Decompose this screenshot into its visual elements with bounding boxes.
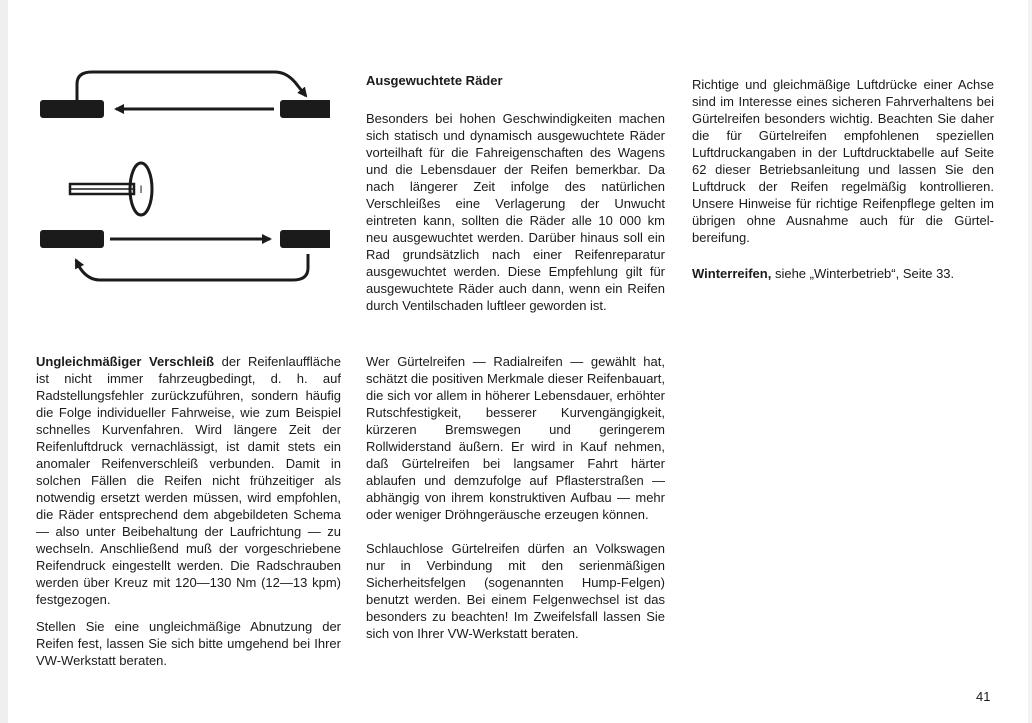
radial-tires-section — [366, 353, 665, 652]
front-left-tire-icon — [40, 100, 104, 118]
tire-pressure-paragraph: Richtige und gleichmäßige Luftdrücke einer Achse sind im Interesse eines sicheren Fahrverhaltens bei Gürtelreifen besonders wichtig. Beachten Sie daher die für Gürtelreifen empfohlenen speziellen Luftdruckangaben in der Luftdrucktabelle auf Seite 62 dieser Betriebsanleitung und lassen Sie den Luftdruck der Reifen regelmäßig kontrollieren. Unsere Hinweise für richtige Reifenpflege gelten im übrigen ohne Ausnahme auch für die Gürtelbereifung. — [692, 77, 994, 245]
balanced-wheels-paragraph: Besonders bei hohen Geschwindigkeiten machen sich statisch und dynamisch ausgewuchtete Räder vorteilhaft für die Fahreigenschaften des Wagens und die Lebensdauer der Reifen bemerkbar. Da nach längerer Zeit infolge des natürlichen Verschleißes eine Verlagerung der Unwucht eintreten kann, sollten die Räder alle 10 000 km neu ausgewuchtet werden. Darüber hinaus soll ein Rad grundsätzlich nach einer Reifenreparatur ausgewuchtet werden. Diese Empfehlung gilt für ausgewuchtete Räder auch dann, wenn ein Reifen durch Ventilschaden luftleer geworden ist. — [366, 111, 665, 313]
uneven-wear-paragraph — [36, 353, 341, 608]
winter-tires-note — [692, 265, 994, 282]
rear-left-tire-icon — [40, 230, 104, 248]
uneven-wear-text: der Reifenlauffläche ist nicht immer fahrzeugbedingt, d. h. auf Radstellungsfehler zurückzuführen, sondern häufig die Folge individueller Fahrweise, wie zum Beispiel schnelles Kurvenfahren. Wird längere Zeit der Reifenluftdruck vernachlässigt, ist damit stets ein anomaler Reifenverschleiß verbunden. Damit in solchen Fällen die Reifen nicht frühzeitiger als notwendig ersetzt werden müssen, wird empfohlen, die Räder entsprechend dem abgebildeten Schema — also unter Beibehaltung der Laufrichtung — zu wechseln. Anschließend muß der vorgeschriebene Reifendruck eingestellt werden. Die Radschrauben werden über Kreuz mit 120—130 Nm (12—13 kpm) festgezogen. — [36, 354, 341, 607]
tubeless-tires-paragraph: Schlauchlose Gürtelreifen dürfen an Volkswagen nur in Verbindung mit den serienmäßigen Sicherheitsfelgen (sogenannten Hump-Felgen) benutzt werden. Bei einem Felgenwechsel ist das besonders zu beachten! Im Zweifelsfall lassen Sie sich von Ihrer VW-Werkstatt beraten. — [366, 541, 665, 641]
balanced-wheels-section — [366, 72, 665, 324]
tire-rotation-diagram — [30, 62, 330, 294]
steering-letter: I — [139, 184, 143, 196]
rear-right-tire-icon — [280, 230, 330, 248]
workshop-advice-paragraph: Stellen Sie eine ungleichmäßige Abnutzung der Reifen fest, lassen Sie sich bitte umgehend bei Ihrer VW-Werkstatt beraten. — [36, 619, 341, 668]
section-heading: Ausgewuchtete Räder — [366, 73, 503, 88]
top-curved-arrow-icon — [77, 72, 306, 100]
bottom-curved-arrow-icon — [76, 254, 308, 280]
winter-tires-reference: siehe „Winterbetrieb“, Seite 33. — [771, 266, 955, 281]
radial-tires-paragraph: Wer Gürtelreifen — Radialreifen — gewählt hat, schätzt die positiven Merkmale dieser Reifenbauart, die sich vor allem in höherer Lebensdauer, erhöhter Rutschfestigkeit, besserer Kurvengängigkeit, kürzeren Bremswegen und geringerem Rollwiderstand äußern. Er wird in Kauf nehmen, daß Gürtelreifen bei langsamer Fahrt härter ablaufen und demzufolge auf Pflasterstraßen — abhängig von ihrem konstruktiven Aufbau — mehr oder weniger Dröhngeräusche erzeugen können. — [366, 354, 665, 522]
page-edge-shadow-right — [1028, 0, 1032, 723]
front-right-tire-icon — [280, 100, 330, 118]
uneven-wear-section — [36, 353, 341, 679]
page-number: 41 — [976, 689, 991, 704]
winter-tires-label: Winterreifen, — [692, 266, 772, 281]
tire-pressure-section — [692, 76, 994, 292]
uneven-wear-lead: Ungleichmäßiger Verschleiß — [36, 354, 215, 369]
page-edge-shadow — [0, 0, 8, 723]
